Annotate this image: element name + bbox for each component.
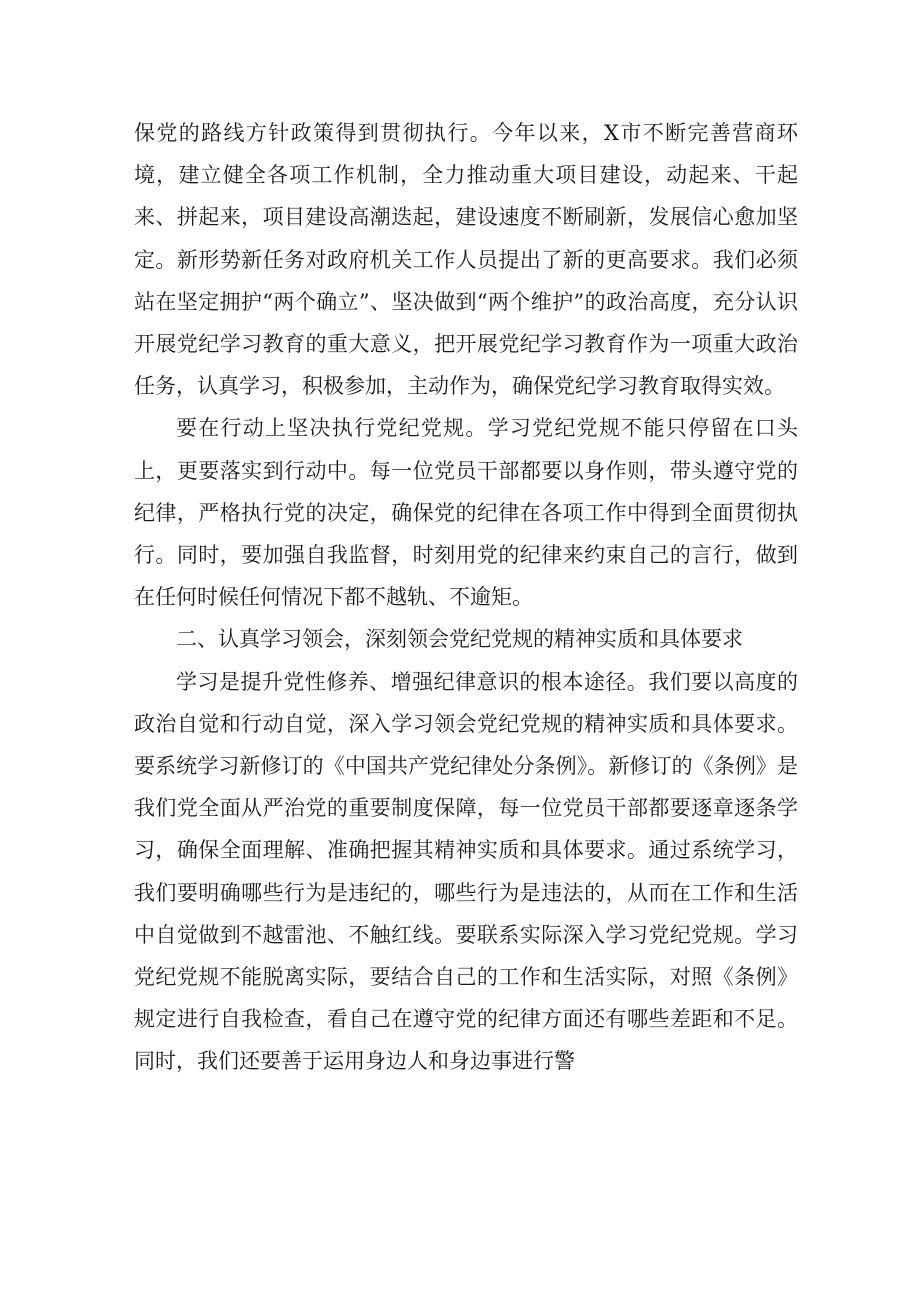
document-body: [134, 112, 798, 1083]
paragraph-2: 要在行动上坚决执行党纪党规。学习党纪党规不能只停留在口头上，更要落实到行动中。每一位党员干部都要以身作则，带头遵守党的纪律，严格执行党的决定，确保党的纪律在各项工作中得到全面贯彻执行。同时，要加强自我监督，时刻用党的纪律来约束自己的言行，做到在任何时候任何情况下都不越轨、不逾矩。: [134, 416, 798, 610]
paragraph-1: 保党的路线方针政策得到贯彻执行。今年以来，X市不断完善营商环境，建立健全各项工作机制，全力推动重大项目建设，动起来、干起来、拼起来，项目建设高潮迭起，建设速度不断刷新，发展信心愈加坚定。新形势新任务对政府机关工作人员提出了新的更高要求。我们必须站在坚定拥护“两个确立”、坚决做到“两个维护”的政治高度，充分认识开展党纪学习教育的重大意义，把开展党纪学习教育作为一项重大政治任务，认真学习，积极参加，主动作为，确保党纪学习教育取得实效。: [134, 121, 798, 399]
section-heading-2: 二、认真学习领会，深刻领会党纪党规的精神实质和具体要求: [176, 627, 743, 652]
paragraph-3: 学习是提升党性修养、增强纪律意识的根本途径。我们要以高度的政治自觉和行动自觉，深入学习领会党纪党规的精神实质和具体要求。要系统学习新修订的《中国共产党纪律处分条例》。新修订的《条例》是我们党全面从严治党的重要制度保障，每一位党员干部都要逐章逐条学习，确保全面理解、准确把握其精神实质和具体要求。通过系统学习，我们要明确哪些行为是违纪的，哪些行为是违法的，从而在工作和生活中自觉做到不越雷池、不触红线。要联系实际深入学习党纪党规。学习党纪党规不能脱离实际，要结合自己的工作和生活实际，对照《条例》规定进行自我检查，看自己在遵守党的纪律方面还有哪些差距和不足。同时，我们还要善于运用身边人和身边事进行警: [134, 669, 798, 1074]
